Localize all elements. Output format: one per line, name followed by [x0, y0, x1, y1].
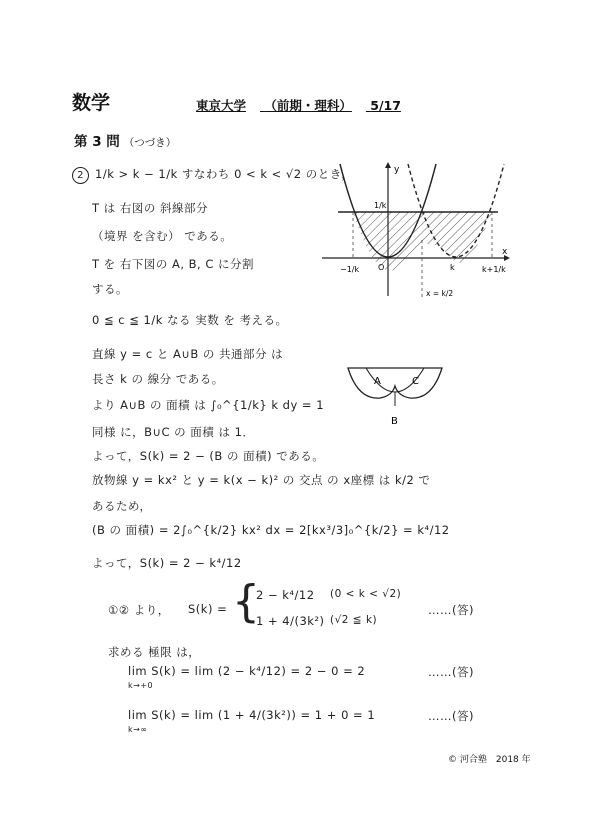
line-2: T は 右図の 斜線部分 — [92, 201, 208, 215]
line-14: (B の 面積) = 2∫₀^{k/2} kx² dx = 2[kx³/3]₀^{k/2} = k⁴/12 — [92, 523, 450, 537]
label-y: y — [394, 165, 400, 175]
limit-1-sub: k→+0 — [128, 681, 154, 690]
line-20: 求める 極限 は， — [108, 645, 201, 659]
limit-2-sub: k→∞ — [128, 725, 148, 734]
label-o: O — [378, 263, 385, 272]
label-neg1k: −1/k — [340, 265, 360, 274]
y-axis-arrow-icon — [385, 162, 391, 168]
case-1-expr: 2 − k⁴/12 — [256, 588, 315, 602]
label-xk2: x = k/2 — [426, 289, 454, 298]
university-name: 東京大学 — [196, 98, 247, 113]
limit-1: lim S(k) = lim (2 − k⁴/12) = 2 − 0 = 2 — [128, 664, 366, 678]
label-x: x — [502, 247, 508, 257]
abc-figure — [344, 360, 448, 432]
answer-mark-1: ……(答) — [428, 603, 474, 617]
label-a: A — [374, 376, 381, 387]
answer-mark-2: ……(答) — [428, 665, 474, 679]
line-9: より A∪B の 面積 は ∫₀^{1/k} k dy = 1 — [92, 398, 325, 412]
problem-title: 第 3 問 — [74, 134, 120, 150]
case-2-expr: 1 + 4/(3k²) — [256, 614, 325, 628]
label-k: k — [450, 263, 455, 272]
line-10: 同様 に，B∪C の 面積 は 1． — [92, 425, 255, 439]
subject-title: 数学 — [72, 92, 111, 114]
line-17: S(k) = — [188, 602, 228, 616]
line-8: 長さ k の 線分 である。 — [92, 372, 224, 386]
page-number: 5/17 — [370, 98, 401, 113]
line-13: あるため， — [92, 499, 152, 513]
line-3: （境界 を含む） である。 — [92, 229, 233, 243]
parabola-figure — [316, 160, 512, 300]
label-b: B — [391, 416, 398, 427]
exam-header — [196, 96, 415, 114]
line-11: よって，S(k) = 2 − (B の 面積) である。 — [92, 449, 325, 463]
line-1-text: 1/k > k − 1/k すなわち 0 < k < √2 のとき， — [95, 167, 354, 181]
copyright: © 河合塾 2018 年 — [448, 755, 531, 765]
line-6: 0 ≦ c ≦ 1/k なる 実数 を 考える。 — [92, 313, 288, 327]
answer-mark-3: ……(答) — [428, 709, 474, 723]
brace-icon: { — [232, 576, 260, 627]
line-5: する。 — [92, 282, 128, 296]
label-1k: 1/k — [374, 201, 387, 210]
line-12: 放物線 y = kx² と y = k(x − k)² の 交点 の x座標 は k/2 で — [92, 473, 431, 487]
label-k1k: k+1/k — [482, 265, 506, 274]
line-7: 直線 y = c と A∪B の 共通部分 は — [92, 347, 284, 361]
limit-2: lim S(k) = lim (1 + 4/(3k²)) = 1 + 0 = 1 — [128, 708, 376, 722]
problem-heading — [74, 130, 176, 150]
line-15: よって，S(k) = 2 − k⁴/12 — [92, 556, 242, 570]
line-16: ①② より， — [108, 603, 170, 617]
line-4: T を 右下図の A, B, C に分割 — [92, 257, 255, 271]
exam-session: （前期・理科） — [264, 98, 352, 113]
line-1 — [72, 166, 353, 184]
label-c: C — [412, 376, 419, 387]
shaded-region — [353, 212, 492, 271]
circled-2-icon: 2 — [72, 167, 89, 184]
problem-continued: （つづき） — [123, 137, 177, 149]
case-2-cond: (√2 ≦ k) — [330, 614, 378, 626]
case-1-cond: (0 < k < √2) — [330, 588, 402, 600]
